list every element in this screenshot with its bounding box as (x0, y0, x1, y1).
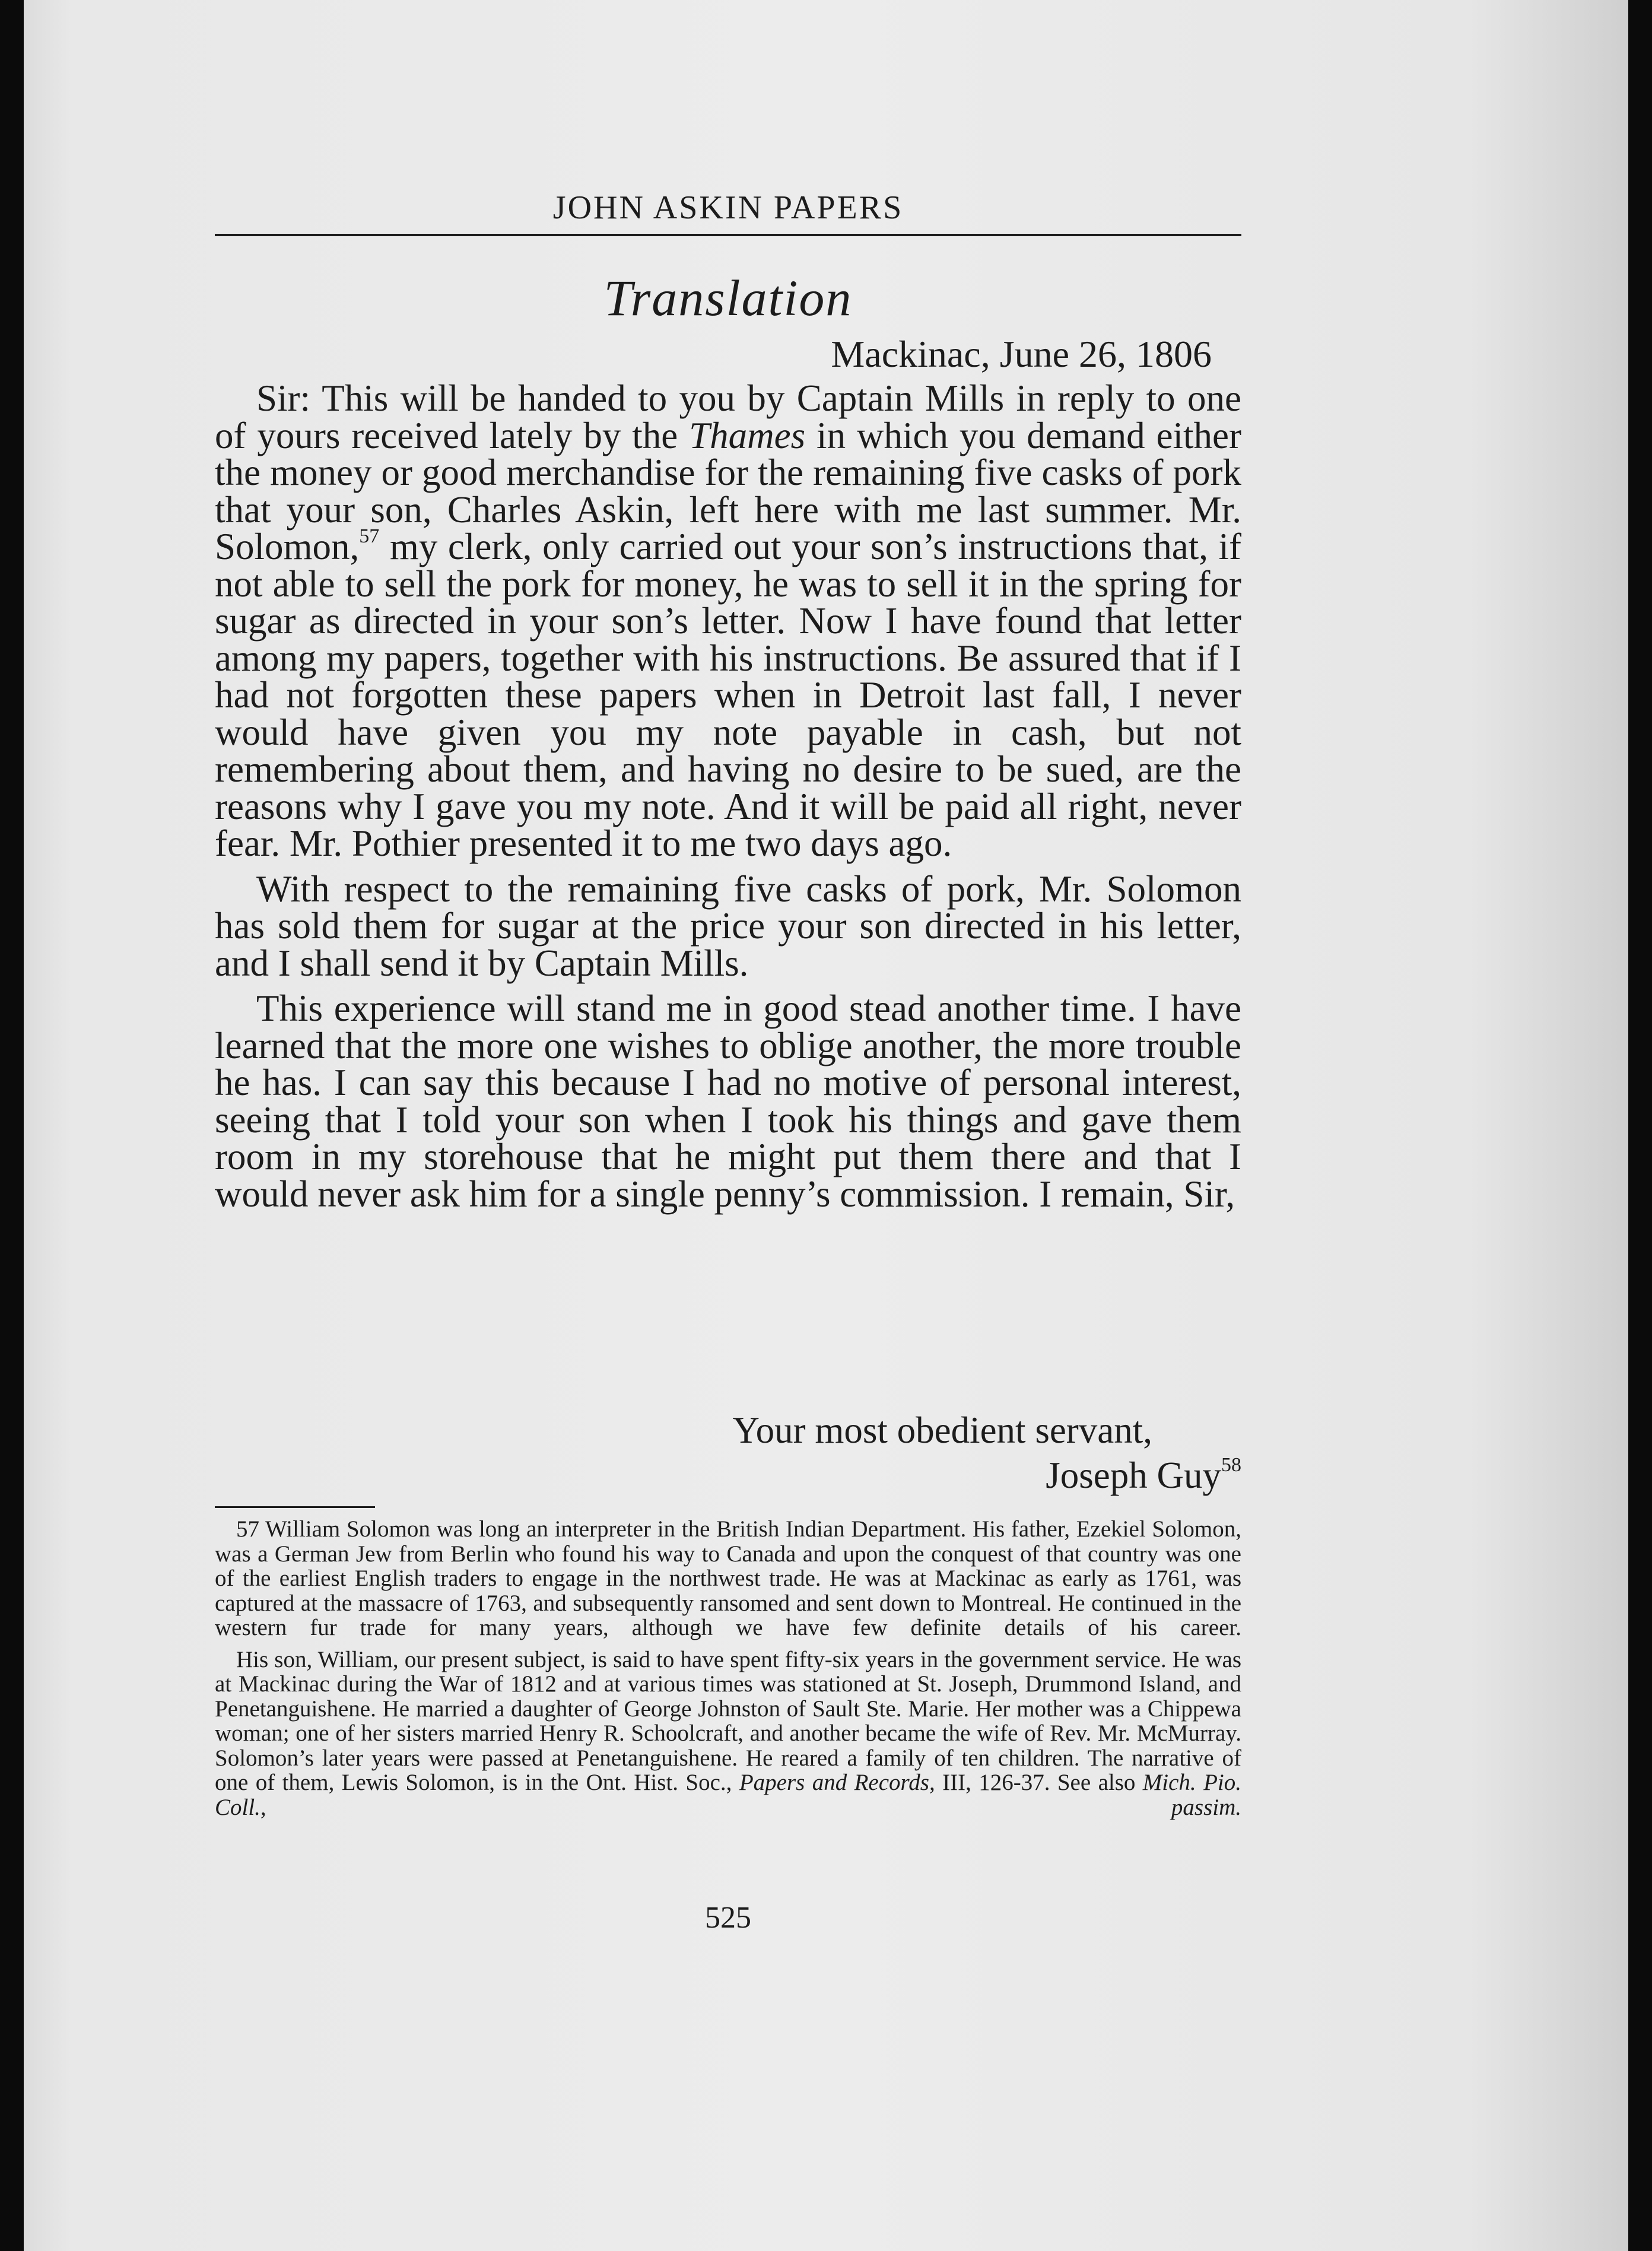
citation-title: Mich. Pio. Coll., passim. (215, 1770, 1241, 1820)
page-number: 525 (705, 1901, 751, 1935)
section-title: Translation (603, 269, 853, 326)
complimentary-close: Your most obedient servant, (732, 1409, 1152, 1451)
footnote-rule (215, 1506, 375, 1508)
letter-body (215, 377, 1241, 1215)
paragraph-text: my clerk, only carried out your son’s instructions that, if not able to sell the pork for money, he was to sell it in the spring for sugar as directed in your son’s letter. Now I have found that letter among my papers, together with his instructions. Be assured that if I had not forgotten these papers when in Detroit last fall, I never would have given you my note payable in cash, but not remembering about them, and having no desire to be sued, are the reasons why I gave you my note. And it will be paid all right, never fear. Mr. Pothier presented it to me two days ago. (215, 526, 1241, 864)
letter-paragraph-2: With respect to the remaining five casks of pork, Mr. Solomon has sold them for sugar at the price your son directed in his letter, and I shall send it by Captain Mills. (215, 868, 1241, 984)
footnote-57-continued (215, 1647, 1241, 1820)
footnote-reference: 58 (1221, 1454, 1241, 1476)
letter-closing (215, 1408, 1241, 1498)
signature-name: Joseph Guy (1046, 1455, 1221, 1496)
letter-paragraph-3: This experience will stand me in good stead another time. I have learned that the more one wishes to oblige another, the more trouble he has. I can say this because I had no motive of personal interest, seeing that I told your son when I took his things and gave them room in my storehouse that he might put them there and that I would never ask him for a single penny’s commission. I remain, Sir, (215, 988, 1241, 1215)
footnote-57: 57 William Solomon was long an interpreter in the British Indian Department. His father, Ezekiel Solomon, was a German Jew from Berlin who found his way to Canada and upon the conquest of that country was one of the earliest English traders to engage in the northwest trade. He was at Mackinac as early as 1761, was captured at the massacre of 1763, and subsequently ransomed and sent down to Montreal. He continued in the western fur trade for many years, although we have few definite details of his career. (215, 1516, 1241, 1640)
footnote-text: III, 126-37. See also (935, 1770, 1143, 1795)
citation-title: Papers and Records, (739, 1770, 935, 1795)
book-page (24, 0, 1628, 2251)
footnote-reference: 57 (359, 525, 380, 547)
ship-name: Thames (689, 414, 806, 456)
letter-dateline: Mackinac, June 26, 1806 (831, 333, 1212, 375)
running-head-rule (215, 234, 1241, 236)
running-head: JOHN ASKIN PAPERS (552, 189, 904, 226)
footnotes (215, 1517, 1241, 1820)
footnote-text: His son, William, our present subject, is said to have spent fifty-six years in the government service. He was at Mackinac during the War of 1812 and at various times was stationed at St. Joseph, Drummond Island, and Penetanguishene. He married a daughter of George Johnston of Sault Ste. Marie. Her mother was a Chippewa woman; one of her sisters married Henry R. Schoolcraft, and another became the wife of Rev. Mr. McMurray. Solomon’s later years were passed at Penetanguishene. He reared a family of ten children. The narrative of one of them, Lewis Solomon, is in the Ont. Hist. Soc., (215, 1646, 1241, 1795)
signature (215, 1453, 1241, 1498)
paragraph-text: in which you demand either the money or good merchandise for the remaining five casks of pork that your son, Charles Askin, left here with me last summer. Mr. Solomon, (215, 414, 1241, 567)
paragraph-text: Sir: This will be handed to you by Captain Mills in reply to one of yours received lately by the (215, 377, 1241, 456)
letter-paragraph-1 (215, 377, 1241, 864)
